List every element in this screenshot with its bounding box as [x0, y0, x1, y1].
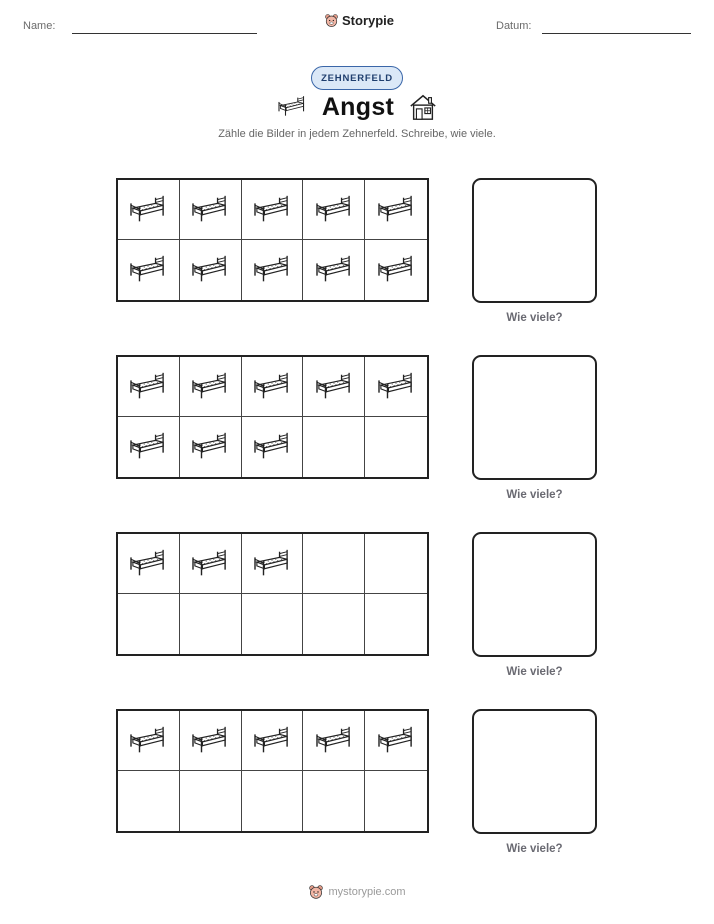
ten-frame-cell: [242, 594, 304, 654]
ten-frame-cell: [365, 417, 427, 477]
ten-frame-cell: [180, 240, 242, 300]
bed-icon: [251, 547, 293, 581]
ten-frame-cell: [365, 594, 427, 654]
storypie-bear-icon: [324, 13, 339, 28]
bed-icon: [251, 193, 293, 227]
bed-icon: [313, 724, 355, 758]
date-line[interactable]: [542, 33, 691, 34]
answer-box[interactable]: [472, 355, 597, 480]
ten-frame-cell: [180, 534, 242, 594]
storypie-bear-icon: [308, 884, 324, 900]
bed-icon: [127, 253, 169, 287]
bed-icon: [251, 370, 293, 404]
ten-frame-cell: [303, 711, 365, 771]
ten-frame-cell: [303, 180, 365, 240]
name-line[interactable]: [72, 33, 257, 34]
ten-frame-cell: [180, 417, 242, 477]
bed-icon: [127, 193, 169, 227]
ten-frame-cell: [242, 240, 304, 300]
ten-frame-cell: [365, 771, 427, 831]
bed-icon: [251, 724, 293, 758]
bed-icon: [375, 724, 417, 758]
ten-frame-cell: [118, 594, 180, 654]
date-label: Datum:: [496, 20, 532, 32]
name-label: Name:: [23, 20, 56, 32]
brand-name: Storypie: [342, 13, 395, 28]
ten-frame-cell: [242, 180, 304, 240]
house-icon: [408, 92, 438, 122]
ten-frame: [116, 532, 429, 656]
ten-frame-cell: [242, 417, 304, 477]
bed-icon: [127, 724, 169, 758]
brand-logo: [324, 13, 394, 28]
bed-icon: [189, 430, 231, 464]
answer-box[interactable]: [472, 709, 597, 834]
bed-icon: [189, 193, 231, 227]
ten-frame: [116, 709, 429, 833]
answer-box[interactable]: [472, 178, 597, 303]
question-label: Wie viele?: [506, 666, 563, 678]
ten-frame-cell: [118, 180, 180, 240]
ten-frame-cell: [242, 771, 304, 831]
ten-frame-cell: [242, 534, 304, 594]
ten-frame-cell: [118, 240, 180, 300]
question-label: Wie viele?: [506, 489, 563, 501]
ten-frame-cell: [365, 240, 427, 300]
bed-icon: [127, 547, 169, 581]
bed-icon: [189, 370, 231, 404]
ten-frame-cell: [303, 357, 365, 417]
ten-frame-cell: [180, 594, 242, 654]
ten-frame-cell: [365, 357, 427, 417]
title-row: [0, 92, 714, 122]
ten-frame-cell: [303, 534, 365, 594]
ten-frame-cell: [303, 771, 365, 831]
ten-frame-cell: [242, 357, 304, 417]
bed-icon: [127, 370, 169, 404]
ten-frame-cell: [303, 240, 365, 300]
question-label: Wie viele?: [506, 312, 563, 324]
instructions: Zähle die Bilder in jedem Zehnerfeld. Schreibe, wie viele.: [218, 128, 496, 140]
footer-url: mystorypie.com: [328, 886, 406, 898]
ten-frame: [116, 178, 429, 302]
bed-icon: [127, 430, 169, 464]
ten-frame-cell: [365, 180, 427, 240]
bed-icon: [189, 253, 231, 287]
ten-frame-cell: [303, 417, 365, 477]
bed-icon: [375, 193, 417, 227]
bed-icon: [189, 724, 231, 758]
bed-icon: [375, 370, 417, 404]
ten-frame-cell: [365, 534, 427, 594]
bed-icon: [276, 94, 308, 120]
ten-frame-cell: [118, 534, 180, 594]
bed-icon: [189, 547, 231, 581]
worksheet-type-badge: ZEHNERFELD: [311, 66, 403, 90]
bed-icon: [251, 430, 293, 464]
ten-frame-cell: [242, 711, 304, 771]
ten-frame-cell: [180, 180, 242, 240]
answer-box[interactable]: [472, 532, 597, 657]
bed-icon: [313, 253, 355, 287]
ten-frame-cell: [180, 711, 242, 771]
bed-icon: [313, 370, 355, 404]
ten-frame-cell: [303, 594, 365, 654]
bed-icon: [251, 253, 293, 287]
ten-frame-cell: [118, 711, 180, 771]
ten-frame-cell: [118, 417, 180, 477]
ten-frame-cell: [118, 357, 180, 417]
ten-frame-cell: [180, 357, 242, 417]
bed-icon: [375, 253, 417, 287]
ten-frame-cell: [365, 711, 427, 771]
question-label: Wie viele?: [506, 843, 563, 855]
page-title: Angst: [321, 92, 395, 121]
ten-frame: [116, 355, 429, 479]
footer: [0, 884, 714, 900]
ten-frame-cell: [118, 771, 180, 831]
ten-frame-cell: [180, 771, 242, 831]
bed-icon: [313, 193, 355, 227]
